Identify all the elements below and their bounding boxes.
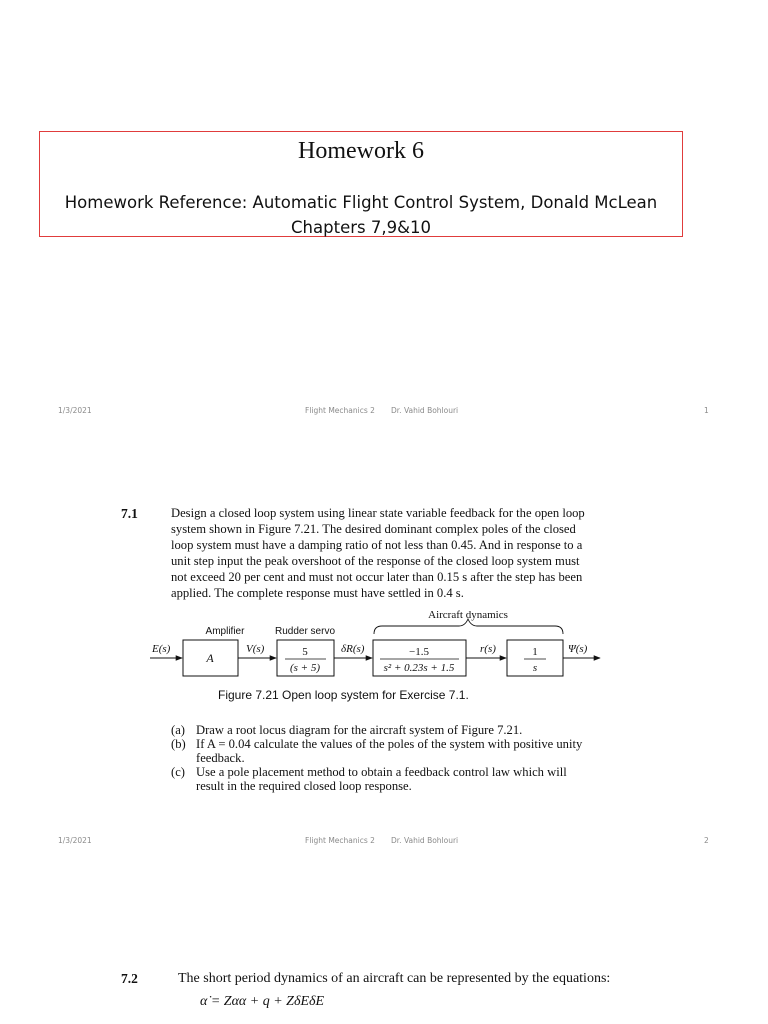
item-line: If A = 0.04 calculate the values of the poles of the system with positive unity xyxy=(196,737,583,751)
footer-date: 1/3/2021 xyxy=(58,406,92,415)
slide-footer xyxy=(0,836,768,848)
exercise-item-c xyxy=(171,765,621,793)
paragraph-line: Design a closed loop system using linear state variable feedback for the open loop xyxy=(171,506,585,520)
servo-label: Rudder servo xyxy=(274,626,336,637)
plant-denominator: s² + 0.23s + 1.5 xyxy=(383,662,455,674)
exercise-number: 7.1 xyxy=(121,506,138,521)
subtitle xyxy=(50,190,672,240)
item-line: feedback. xyxy=(196,751,245,765)
yaw-rate-signal-label: r(s) xyxy=(480,643,496,655)
paragraph-line: applied. The complete response must have settled in 0.4 s. xyxy=(171,586,464,600)
group-label: Aircraft dynamics xyxy=(428,609,508,621)
paragraph-line: system shown in Figure 7.21. The desired dominant complex poles of the closed xyxy=(171,522,576,536)
footer-course: Flight Mechanics 2 xyxy=(305,836,375,845)
exercise-number: 7.2 xyxy=(121,971,138,986)
servo-numerator: 5 xyxy=(302,646,308,658)
slide-2 xyxy=(0,430,768,860)
item-label: (a) xyxy=(171,723,185,737)
footer-course: Flight Mechanics 2 xyxy=(305,406,375,415)
subtitle-reference: Homework Reference: Automatic Flight Control System, Donald McLean xyxy=(64,193,658,212)
slide-3 xyxy=(0,860,768,1024)
amplifier-gain: A xyxy=(206,651,214,665)
integrator-numerator: 1 xyxy=(532,646,538,658)
equation-1: α̇ = Zαα + q + ZδEδE xyxy=(200,994,325,1009)
input-signal-label: E(s) xyxy=(152,643,171,655)
output-signal-label: Ψ(s) xyxy=(568,643,588,655)
slide-footer xyxy=(0,406,768,418)
paragraph-line: not exceed 20 per cent and must not occur later than 0.15 s after the step has been xyxy=(171,570,583,584)
exercise-items xyxy=(171,723,621,793)
plant-numerator: −1.5 xyxy=(409,646,429,658)
item-line: result in the required closed loop response. xyxy=(196,779,412,793)
group-brace xyxy=(374,619,563,634)
intro-line: The short period dynamics of an aircraft can be represented by the equations: xyxy=(178,971,611,986)
slide-1 xyxy=(0,0,768,430)
servo-input-signal-label: V(s) xyxy=(246,643,265,655)
footer-author: Dr. Vahid Bohlouri xyxy=(391,836,459,845)
exercise-paragraph xyxy=(171,505,585,601)
title-box xyxy=(39,131,683,237)
integrator-denominator: s xyxy=(532,662,538,674)
footer-author: Dr. Vahid Bohlouri xyxy=(391,406,459,415)
servo-denominator: (s + 5) xyxy=(289,662,321,674)
exercise-item-b xyxy=(171,737,621,765)
amplifier-label: Amplifier xyxy=(205,626,245,637)
footer-date: 1/3/2021 xyxy=(58,836,92,845)
item-label: (b) xyxy=(171,737,186,751)
item-label: (c) xyxy=(171,765,185,779)
paragraph-line: unit step input the peak overshoot of the response of the closed loop system must xyxy=(171,554,580,568)
item-line: Use a pole placement method to obtain a feedback control law which will xyxy=(196,765,567,779)
figure-caption: Figure 7.21 Open loop system for Exercise 7.1. xyxy=(218,688,469,702)
page-title: Homework 6 xyxy=(298,138,424,164)
exercise-intro xyxy=(178,971,610,987)
deflection-signal-label: δR(s) xyxy=(341,643,365,655)
item-line: Draw a root locus diagram for the aircraft system of Figure 7.21. xyxy=(196,723,523,737)
paragraph-line: loop system must have a damping ratio of not less than 0.45. And in response to a xyxy=(171,538,583,552)
subtitle-chapters: Chapters 7,9&10 xyxy=(291,218,431,237)
exercise-item-a xyxy=(171,723,621,737)
footer-page-number: 2 xyxy=(704,836,709,845)
footer-page-number: 1 xyxy=(704,406,709,415)
